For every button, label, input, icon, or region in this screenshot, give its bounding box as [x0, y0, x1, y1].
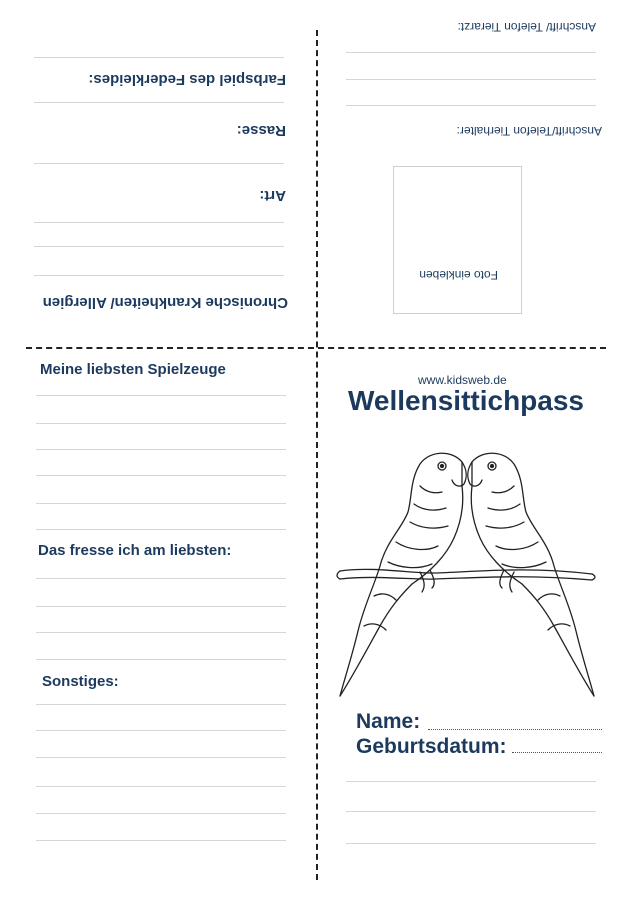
foto-label: Foto einkleben: [419, 268, 498, 282]
writing-line: [36, 529, 286, 530]
art-label: Art:: [259, 187, 286, 204]
writing-line: [34, 246, 284, 247]
geburtsdatum-label: Geburtsdatum:: [356, 735, 507, 758]
name-dotted-line: [428, 729, 602, 730]
photo-box: [393, 166, 522, 314]
rasse-label: Rasse:: [236, 122, 286, 139]
spielzeuge-label: Meine liebsten Spielzeuge: [40, 361, 226, 378]
vertical-fold-line: [316, 30, 318, 880]
tierhalter-label: Anschrift/Telefon Tierhalter:: [456, 124, 602, 138]
writing-line: [36, 503, 286, 504]
writing-line: [346, 105, 596, 106]
writing-line: [36, 475, 286, 476]
writing-line: [36, 730, 286, 731]
fresse-label: Das fresse ich am liebsten:: [38, 542, 232, 559]
writing-line: [346, 781, 596, 782]
writing-line: [36, 632, 286, 633]
writing-line: [36, 423, 286, 424]
writing-line: [34, 222, 284, 223]
writing-line: [34, 102, 284, 103]
krankheiten-label: Chronische Krankheiten/ Allergien: [42, 294, 288, 311]
writing-line: [36, 395, 286, 396]
writing-line: [34, 275, 284, 276]
writing-line: [34, 57, 284, 58]
writing-line: [36, 786, 286, 787]
writing-line: [36, 578, 286, 579]
tierarzt-label: Anschrift/ Telefon Tierarzt:: [457, 20, 596, 34]
farbspiel-label: Farbspiel des Federkleides:: [88, 71, 286, 88]
writing-line: [36, 449, 286, 450]
writing-line: [346, 843, 596, 844]
cover-title: Wellensittichpass: [348, 385, 585, 416]
writing-line: [36, 840, 286, 841]
name-label: Name:: [356, 710, 421, 733]
writing-line: [36, 606, 286, 607]
geburtsdatum-dotted-line: [512, 752, 602, 753]
website-label: www.kidsweb.de: [418, 373, 507, 387]
writing-line: [36, 757, 286, 758]
writing-line: [36, 813, 286, 814]
writing-line: [34, 163, 284, 164]
writing-line: [36, 704, 286, 705]
sonstiges-label: Sonstiges:: [42, 673, 119, 690]
writing-line: [346, 79, 596, 80]
budgies-illustration: [334, 446, 600, 702]
writing-line: [36, 659, 286, 660]
writing-line: [346, 52, 596, 53]
writing-line: [346, 811, 596, 812]
horizontal-fold-line: [26, 347, 606, 349]
